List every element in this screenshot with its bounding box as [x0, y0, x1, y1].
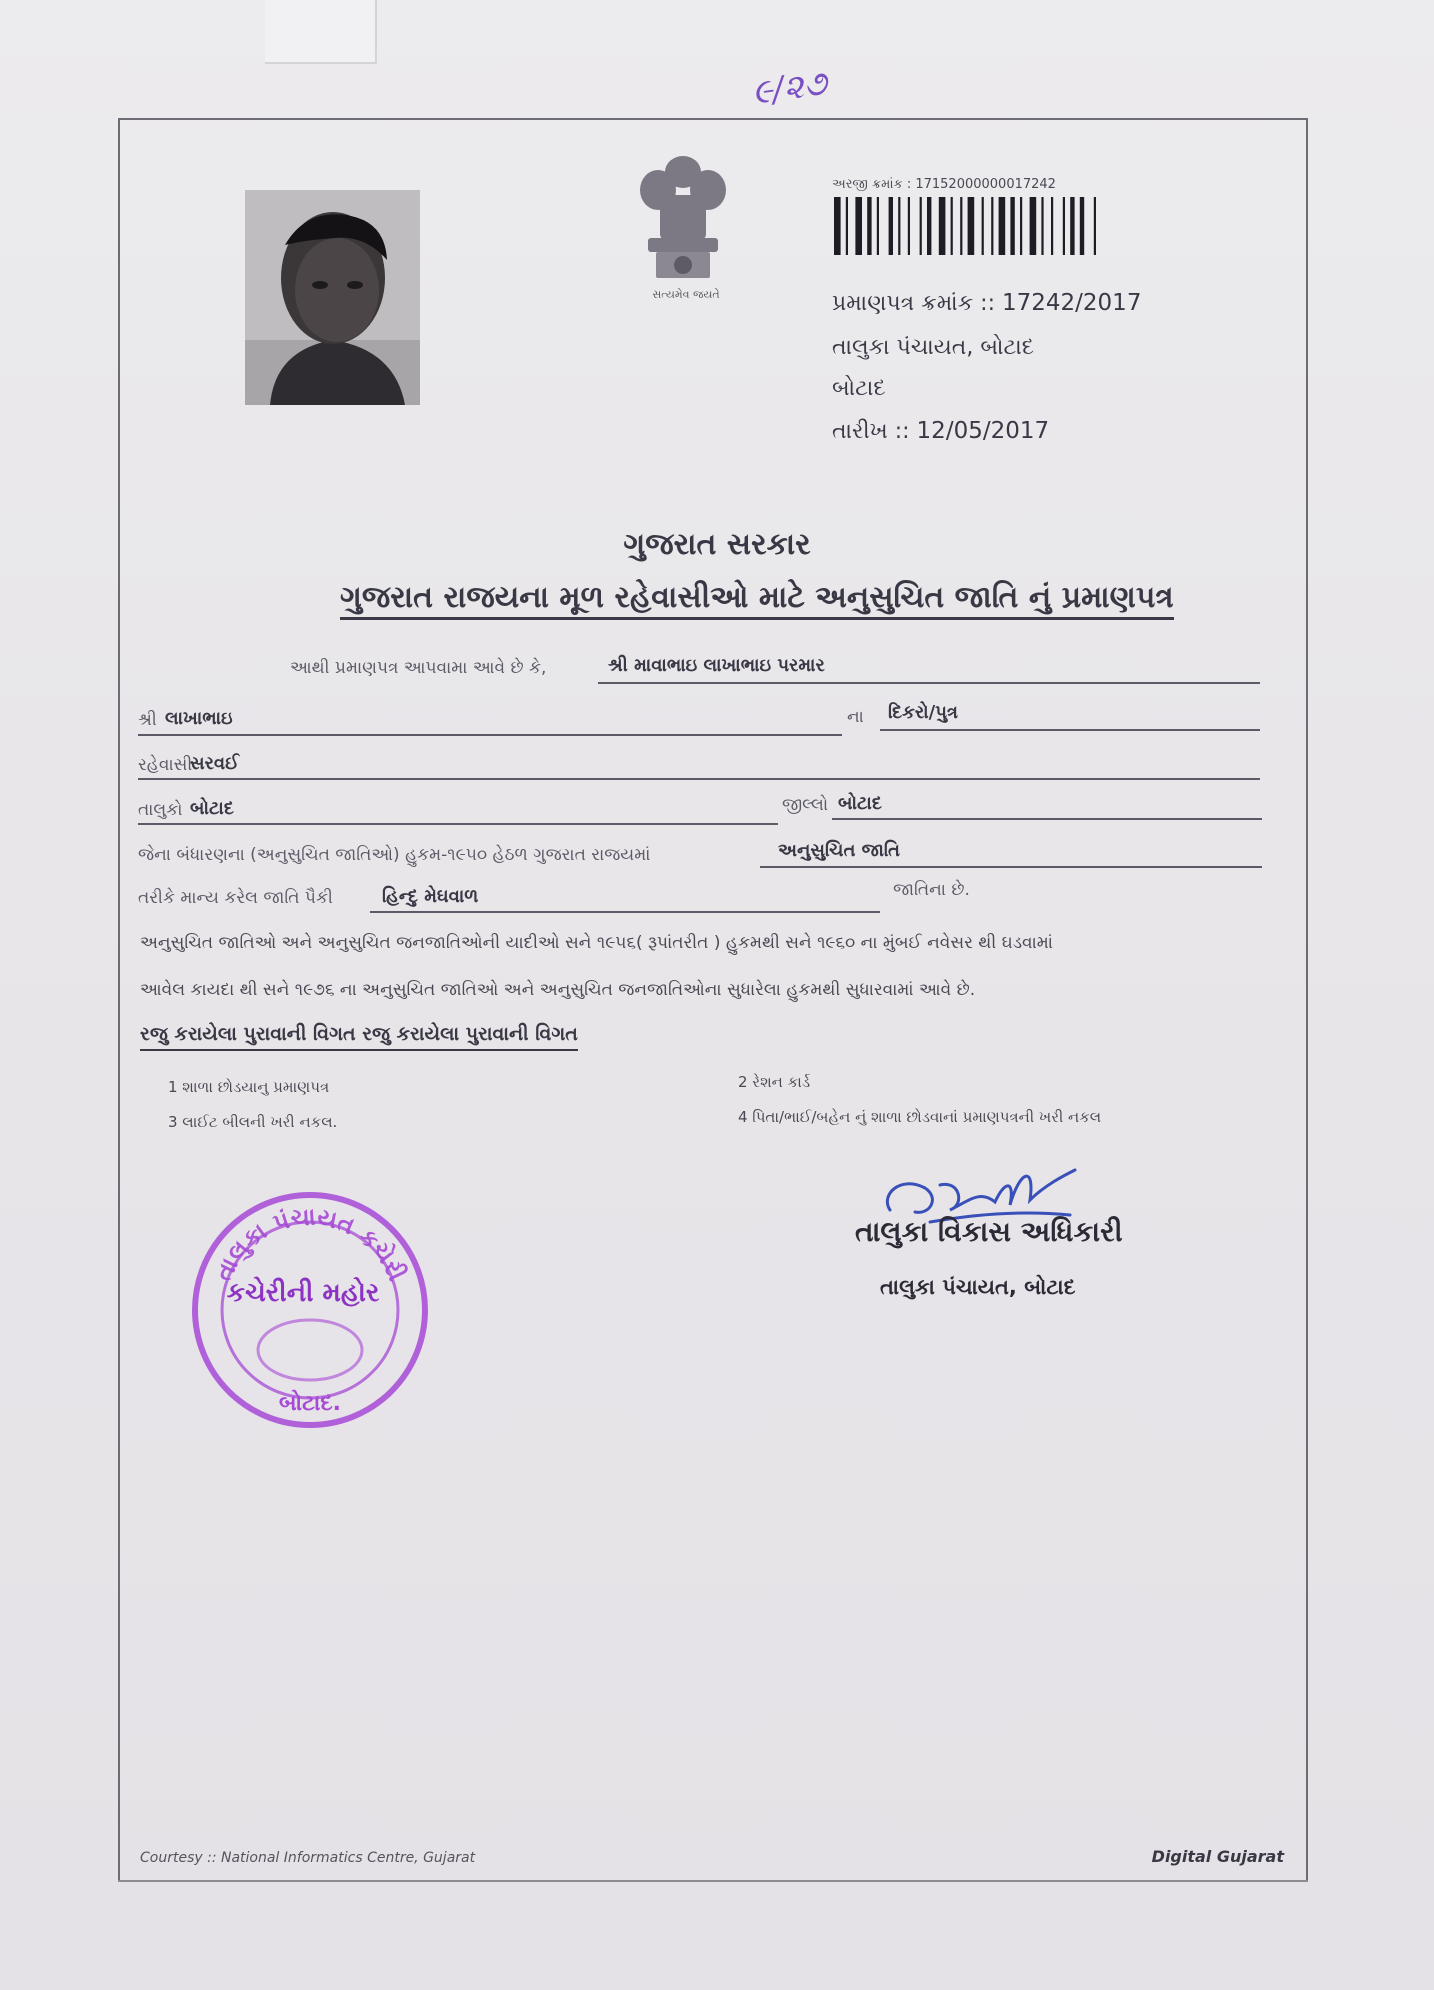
intro-text: આથી પ્રમાણપત્ર આપવામા આવે છે કે, [290, 658, 547, 678]
district: બોટાદ [838, 793, 882, 814]
father-name: લાખાભાઇ [165, 708, 233, 729]
barcode [832, 197, 1102, 255]
footer-brand: Digital Gujarat [1151, 1847, 1284, 1866]
father-prefix: શ્રી [138, 710, 157, 730]
office-seal-stamp [185, 1185, 435, 1435]
certificate-number-label: પ્રમાણપત્ર ક્રમાંક :: [832, 291, 995, 316]
certificate-title: ગુજરાત રાજયના મૂળ રહેવાસીઓ માટે અનુસુચિત જાતિ નું પ્રમાણપત્ર [340, 580, 1174, 620]
resident-label: રહેવાસી [138, 755, 193, 775]
taluka: બોટાદ [190, 798, 234, 819]
caste-suffix: જાતિના છે. [893, 880, 970, 900]
evidence-item-3: 3 લાઈટ બીલની ખરી નકલ. [168, 1113, 338, 1131]
footer-courtesy: Courtesy :: National Informatics Centre, Gujarat [140, 1850, 476, 1866]
signatory-office: તાલુકા પંચાયત, બોટાદ [880, 1275, 1076, 1299]
handwritten-mark: ૯/૨૭ [749, 62, 830, 114]
order-text: જેના બંધારણના (અનુસુચિત જાતિઓ) હુકમ-૧૯૫૦ હેઠળ ગુજરાત રાજયમાં [138, 845, 651, 865]
certificate-date-row [832, 418, 1049, 444]
issuing-place: બોટાદ [832, 376, 886, 401]
relation-prefix: ના [847, 707, 864, 727]
footer-line [118, 1880, 1308, 1882]
issuing-office: તાલુકા પંચાયત, બોટાદ [832, 335, 1035, 360]
evidence-item-2: 2 રેશન કાર્ડ [738, 1073, 811, 1091]
date-label: તારીખ :: [832, 419, 910, 444]
seal-text-bottom: બોટાદ. [278, 1391, 342, 1416]
recognized-label: તરીકે માન્ય કરેલ જાતિ પૈકી [138, 888, 333, 908]
paragraph-line-2: આવેલ કાયદા થી સને ૧૯૭૬ ના અનુસુચિત જાતિઓ અને અનુસુચિત જનજાતિઓના સુધારેલા હુકમથી સુધારવામાં આવે છે. [140, 980, 976, 1000]
holder-photo [245, 190, 420, 405]
resident-village: સરવઈ [190, 753, 239, 774]
paper-tab [265, 0, 377, 64]
signatory-title: તાલુકા વિકાસ અધિકારી [855, 1215, 1123, 1248]
evidence-item-1: 1 શાળા છોડયાનુ પ્રમાણપત્ર [168, 1078, 330, 1096]
seal-text-mid: કચેરીની મહોર [226, 1278, 380, 1308]
caste: હિન્દુ મેઘવાળ [382, 886, 479, 907]
state-emblem-icon [628, 150, 738, 300]
application-number: અરજી ક્રમાંક : 17152000000017242 [832, 177, 1056, 192]
relation: દિકરો/પુત્ર [888, 702, 958, 723]
taluka-label: તાલુકો [138, 800, 183, 820]
certificate-number-row [832, 290, 1141, 316]
seal-text-top: તાલુકા પંચાયત કચેરી [209, 1202, 411, 1286]
emblem-motto: સત્યમેવ જયતે [652, 288, 720, 301]
svg-text:તાલુકા પંચાયત કચેરી [209, 1202, 411, 1285]
certificate-number: 17242/2017 [1002, 290, 1142, 316]
category: અનુસુચિત જાતિ [778, 840, 900, 861]
certificate-date: 12/05/2017 [916, 418, 1050, 444]
government-title: ગુજરાત સરકાર [623, 527, 811, 562]
evidence-item-4: 4 પિતા/ભાઈ/બહેન નું શાળા છોડવાનાં પ્રમાણપત્રની ખરી નકલ [738, 1108, 1102, 1126]
paragraph-line-1: અનુસુચિત જાતિઓ અને અનુસુચિત જનજાતિઓની યાદીઓ સને ૧૯૫૬( રૂપાંતરીત ) હુકમથી સને ૧૯૬૦ ના મુંબઈ નવેસર થી ઘડવામાં [140, 933, 1053, 953]
evidence-title: રજુ કરાયેલા પુરાવાની વિગત રજુ કરાયેલા પુરાવાની વિગત [140, 1023, 578, 1051]
district-label: જીલ્લો [782, 795, 829, 815]
holder-name: શ્રી માવાભાઇ લાખાભાઇ પરમાર [608, 655, 825, 676]
